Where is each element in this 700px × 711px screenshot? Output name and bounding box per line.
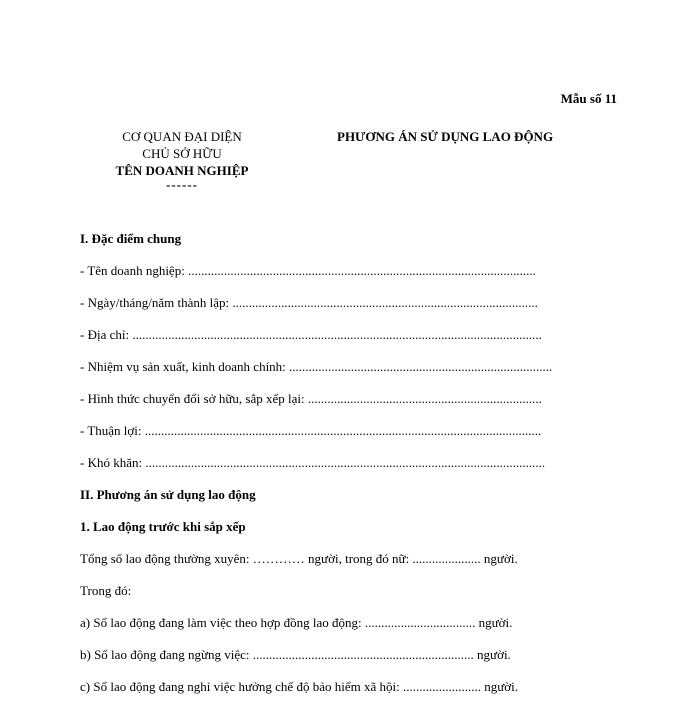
section-2-heading: II. Phương án sử dụng lao động [80, 487, 256, 502]
section-2-1-heading: 1. Lao động trước khi sắp xếp [80, 519, 246, 534]
workers-suspended-line: b) Số lao động đang ngừng việc: .................................................................... người. [80, 647, 511, 662]
document-title: PHƯƠNG ÁN SỬ DỤNG LAO ĐỘNG [337, 129, 554, 144]
workers-on-insurance-leave-line: c) Số lao động đang nghỉ việc hưởng chế độ bảo hiểm xã hội: ........................ người. [80, 679, 518, 694]
document-body [80, 231, 580, 711]
total-workers-line: Tổng số lao động thường xuyên: ………… người, trong đó nữ: ..................... người. [80, 551, 518, 566]
breakdown-label: Trong đó: [80, 583, 132, 598]
field-difficulties: - Khó khăn: ........................................................................................................................... [80, 455, 546, 470]
workers-under-contract-line: a) Số lao động đang làm việc theo hợp đồng lao động: .................................. người. [80, 615, 513, 630]
field-conversion-form: - Hình thức chuyển đổi sở hữu, sắp xếp lại: ........................................................................ [80, 391, 542, 406]
field-enterprise-name: - Tên doanh nghiệp: ........................................................................................................... [80, 263, 536, 278]
agency-header [82, 128, 282, 191]
header-divider: ------ [166, 177, 198, 192]
field-advantages: - Thuận lợi: .......................................................................................................................... [80, 423, 542, 438]
enterprise-name: TÊN DOANH NGHIỆP [115, 163, 249, 178]
section-1-heading: I. Đặc điểm chung [80, 231, 182, 246]
field-establishment-date: - Ngày/tháng/năm thành lập: .............................................................................................. [80, 295, 538, 310]
form-number: Mẫu số 11 [560, 91, 617, 106]
field-address: - Địa chỉ: .............................................................................................................................. [80, 327, 542, 342]
agency-line-1: CƠ QUAN ĐẠI DIỆN [122, 129, 242, 144]
agency-line-2: CHỦ SỞ HỮU [142, 146, 222, 161]
field-main-business: - Nhiệm vụ sản xuất, kinh doanh chính: ................................................................................. [80, 359, 553, 374]
